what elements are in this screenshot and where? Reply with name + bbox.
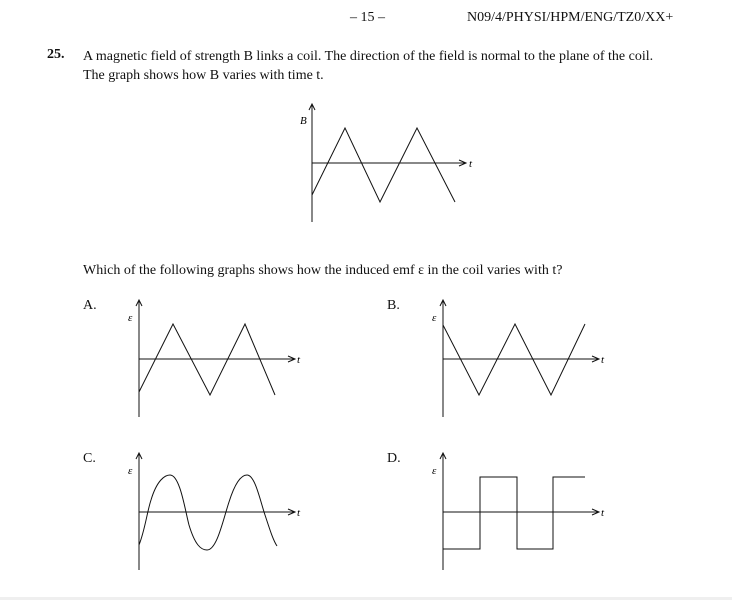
option-c-letter[interactable]: C. <box>83 451 96 466</box>
option-a-graph[interactable] <box>125 297 310 422</box>
paper-code: N09/4/PHYSI/HPM/ENG/TZ0/XX+ <box>467 10 674 25</box>
y-axis-label: B <box>300 115 307 127</box>
x-axis-label: t <box>297 507 301 519</box>
question-prompt: Which of the following graphs shows how the induced emf ε in the coil varies with t? <box>83 263 563 278</box>
option-d-graph[interactable] <box>429 450 614 575</box>
emf-square-wave <box>443 477 585 549</box>
x-axis-label: t <box>469 158 473 170</box>
question-line-1: A magnetic field of strength B links a coil. The direction of the field is normal to the plane of the coil. <box>83 49 654 64</box>
question-line-2: The graph shows how B varies with time t. <box>83 68 324 83</box>
y-axis-label: ε <box>432 465 437 477</box>
x-axis-label: t <box>601 507 605 519</box>
option-d-letter[interactable]: D. <box>387 451 401 466</box>
option-b-letter[interactable]: B. <box>387 298 400 313</box>
page-number: – 15 – <box>350 10 385 25</box>
option-c-graph[interactable] <box>125 450 310 575</box>
x-axis-label: t <box>601 354 605 366</box>
option-b-graph[interactable] <box>429 297 614 422</box>
y-axis-label: ε <box>128 312 133 324</box>
option-a-letter[interactable]: A. <box>83 298 97 313</box>
b-triangle-wave <box>312 128 455 202</box>
y-axis-label: ε <box>432 312 437 324</box>
x-axis-label: t <box>297 354 301 366</box>
question-number: 25. <box>47 47 65 62</box>
b-vs-t-graph <box>300 100 480 230</box>
y-axis-label: ε <box>128 465 133 477</box>
